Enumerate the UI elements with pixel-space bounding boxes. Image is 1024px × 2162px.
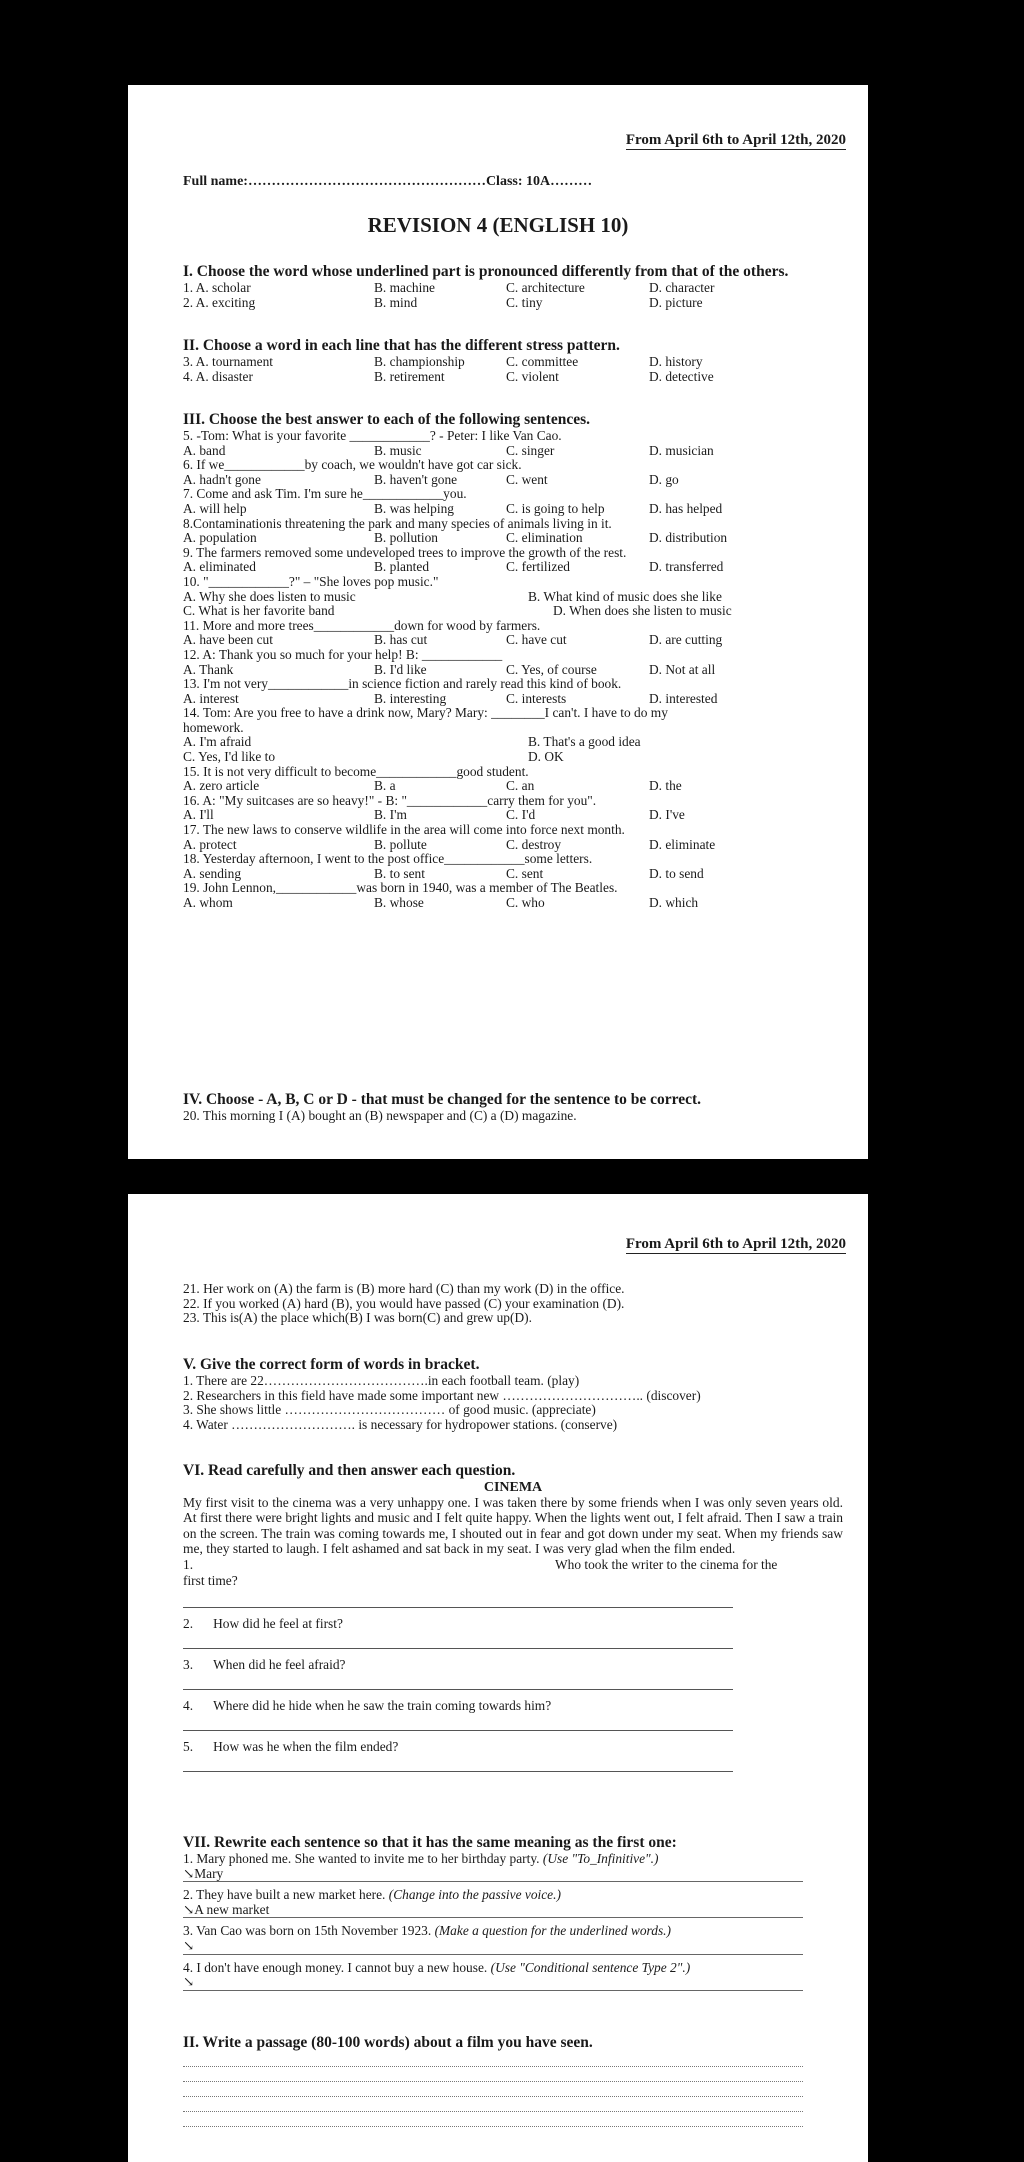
answer-option: C. fertilized <box>506 559 570 575</box>
question-text: 9. The farmers removed some undeveloped trees to improve the growth of the rest. <box>183 544 627 560</box>
question-text: 18. Yesterday afternoon, I went to the post office____________some letters. <box>183 851 593 867</box>
answer-option: C. who <box>506 895 545 910</box>
rewrite-hint: (Change into the passive voice.) <box>388 1887 561 1903</box>
answer-option: A. protect <box>183 836 237 852</box>
word-form-item: 3. She shows little ……………………………… of good music. (appreciate) <box>183 1402 596 1418</box>
rewrite-answer-line[interactable]: ↘Mary <box>183 1867 803 1883</box>
answer-option: B. haven't gone <box>374 471 458 487</box>
rewrite-answer-line[interactable]: ↘ <box>183 1939 803 1955</box>
answer-option: B. music <box>374 442 422 458</box>
answer-options <box>183 779 843 794</box>
answer-option: A. band <box>183 442 226 458</box>
answer-options <box>183 590 843 605</box>
rewrite-hint: (Use "To_Infinitive".) <box>542 1851 659 1866</box>
answer-options <box>183 692 843 707</box>
question-23: 23. This is(A) the place which(B) I was born(C) and grew up(D). <box>183 1310 532 1326</box>
writing-line[interactable] <box>183 2081 803 2082</box>
question-5: 5. How was he when the film ended? <box>183 1738 399 1754</box>
question-text: 10. "____________?" – "She loves pop music." <box>183 573 439 589</box>
word-form-item: 1. There are 22……………………………….in each football team. (play) <box>183 1373 580 1388</box>
answer-line[interactable] <box>183 1689 733 1690</box>
answer-option: C. destroy <box>506 836 562 852</box>
word-form-item: 2. Researchers in this field have made some important new ………………………….. (discover) <box>183 1387 701 1403</box>
question-text: 17. The new laws to conserve wildlife in the area will come into force next month. <box>183 822 625 838</box>
question-text: 6. If we____________by coach, we wouldn't have got car sick. <box>183 457 522 473</box>
section-heading: I. Choose the word whose underlined part is pronounced differently from that of the others. <box>183 263 789 280</box>
section-heading: V. Give the correct form of words in bracket. <box>183 1356 480 1373</box>
section-heading: III. Choose the best answer to each of the following sentences. <box>183 411 590 428</box>
answer-option: A. have been cut <box>183 632 273 648</box>
answer-option: C. elimination <box>506 530 583 546</box>
section-4 <box>183 1091 843 1124</box>
question-row: 4. A. disaster B. retirement C. violent D. detective <box>183 368 714 384</box>
answer-option: D. are cutting <box>649 632 723 648</box>
section-2 <box>183 337 843 384</box>
rewrite-hint: (Use "Conditional sentence Type 2".) <box>490 1959 691 1975</box>
question-3: 3. When did he feel afraid? <box>183 1656 346 1672</box>
answer-option: D. which <box>649 895 699 910</box>
answer-option: C. an <box>506 778 535 794</box>
section-1 <box>183 263 843 310</box>
answer-line[interactable] <box>183 1648 733 1649</box>
answer-options <box>183 896 843 911</box>
question-22: 22. If you worked (A) hard (B), you would have passed (C) your examination (D). <box>183 1295 625 1311</box>
answer-option: A. I'll <box>183 807 214 823</box>
answer-option: A. I'm afraid <box>183 734 252 750</box>
answer-options <box>183 560 843 575</box>
answer-options <box>183 473 843 488</box>
question-text: 12. A: Thank you so much for your help! B: ____________ <box>183 646 503 662</box>
answer-option: D. to send <box>649 865 704 881</box>
question-4: 4. Where did he hide when he saw the train coming towards him? <box>183 1697 552 1713</box>
section-4-continued <box>183 1282 843 1326</box>
rewrite-question: 2. They have built a new market here. (Change into the passive voice.) <box>183 1887 561 1903</box>
answer-option: A. whom <box>183 895 233 910</box>
section-6 <box>183 1462 843 1772</box>
reading-passage: My first visit to the cinema was a very unhappy one. I was taken there by some friends when I was only seven years old. At first there were bright lights and music and I felt quite happy. When the lights went out, I felt afraid. Then I saw a train on the screen. The train was coming towards me, I shouted out in fear and got down under my seat. When my friends saw me, they started to laugh. I felt ashamed and sat back in my seat. I was very glad when the film ended. <box>183 1495 843 1557</box>
answer-option: C. What is her favorite band <box>183 603 335 619</box>
rewrite-list <box>183 1852 843 1991</box>
worksheet-page-2 <box>128 1194 868 2162</box>
answer-option: B. I'm <box>374 807 407 823</box>
answer-option: A. eliminated <box>183 559 256 575</box>
answer-option: A. will help <box>183 500 247 516</box>
section-heading: IV. Choose - A, B, C or D - that must be changed for the sentence to be correct. <box>183 1091 702 1108</box>
question-row: 3. A. tournament B. championship C. committee D. history <box>183 354 703 369</box>
answer-option: B. What kind of music does she like <box>528 588 722 604</box>
answer-option: C. is going to help <box>506 500 605 516</box>
rewrite-answer-line[interactable]: ↘ <box>183 1975 803 1991</box>
question-20: 20. This morning I (A) bought an (B) newspaper and (C) a (D) magazine. <box>183 1108 577 1123</box>
section-heading: VI. Read carefully and then answer each question. <box>183 1462 516 1479</box>
question-text: 7. Come and ask Tim. I'm sure he____________you. <box>183 486 467 502</box>
answer-option: D. Not at all <box>649 661 716 677</box>
answer-option: A. Why she does listen to music <box>183 588 356 604</box>
question-text: 19. John Lennon,____________was born in 1940, was a member of The Beatles. <box>183 880 618 896</box>
answer-option: A. hadn't gone <box>183 471 261 487</box>
answer-options <box>183 735 843 750</box>
section-7 <box>183 1834 843 1997</box>
writing-line[interactable] <box>183 2066 803 2067</box>
question-list <box>183 429 843 911</box>
rewrite-answer-line[interactable]: ↘A new market <box>183 1903 803 1919</box>
rewrite-question: 3. Van Cao was born on 15th November 1923. (Make a question for the underlined words.) <box>183 1923 671 1939</box>
question-text: 5. -Tom: What is your favorite ____________? - Peter: I like Van Cao. <box>183 428 562 443</box>
question-text: 13. I'm not very____________in science fiction and rarely read this kind of book. <box>183 676 622 692</box>
question-text: homework. <box>183 719 244 735</box>
question-text: 14. Tom: Are you free to have a drink now, Mary? Mary: ________I can't. I have to do my <box>183 705 668 721</box>
answer-option: B. pollution <box>374 530 438 546</box>
answer-line[interactable] <box>183 1771 733 1772</box>
answer-option: D. has helped <box>649 500 723 516</box>
answer-option: D. the <box>649 778 682 794</box>
question-text: 11. More and more trees____________down for wood by farmers. <box>183 617 541 633</box>
answer-option: A. population <box>183 530 257 546</box>
answer-option: B. has cut <box>374 632 428 648</box>
answer-options <box>183 444 843 459</box>
answer-option: B. That's a good idea <box>528 734 641 750</box>
answer-options <box>183 838 843 853</box>
answer-option: A. Thank <box>183 661 234 677</box>
answer-option: D. eliminate <box>649 836 716 852</box>
answer-option: C. I'd <box>506 807 536 823</box>
section-heading: II. Choose a word in each line that has the different stress pattern. <box>183 337 620 354</box>
question-text: 15. It is not very difficult to become____________good student. <box>183 763 529 779</box>
answer-options <box>183 531 843 546</box>
question-1-continued: first time? <box>183 1572 238 1588</box>
section-heading: II. Write a passage (80-100 words) about a film you have seen. <box>183 2034 593 2051</box>
rewrite-question: 1. Mary phoned me. She wanted to invite me to her birthday party. (Use "To_Infinitive".) <box>183 1851 659 1866</box>
question-text: 16. A: "My suitcases are so heavy!" - B: "____________carry them for you". <box>183 792 597 808</box>
section-5 <box>183 1356 843 1432</box>
rewrite-question: 4. I don't have enough money. I cannot buy a new house. (Use "Conditional sentence Type 2".) <box>183 1959 691 1975</box>
question-row: 1. A. scholar B. machine C. architecture D. character <box>183 280 715 295</box>
answer-option: D. When does she listen to music <box>553 603 732 619</box>
answer-options <box>183 604 843 619</box>
answer-option: B. planted <box>374 559 430 575</box>
rewrite-hint: (Make a question for the underlined words.) <box>434 1923 671 1939</box>
answer-option: A. sending <box>183 865 242 881</box>
writing-line[interactable] <box>183 2126 803 2127</box>
answer-option: C. Yes, of course <box>506 661 597 677</box>
answer-options <box>183 663 843 678</box>
answer-options <box>183 633 843 648</box>
answer-option: B. was helping <box>374 500 454 516</box>
word-form-item: 4. Water ………………………. is necessary for hydropower stations. (conserve) <box>183 1416 618 1432</box>
passage-title: CINEMA <box>483 1480 543 1495</box>
answer-option: B. whose <box>374 895 424 910</box>
answer-option: B. interesting <box>374 690 447 706</box>
answer-line[interactable] <box>183 1730 733 1731</box>
question-row: 2. A. exciting B. mind C. tiny D. picture <box>183 294 703 310</box>
answer-options <box>183 502 843 517</box>
answer-option: B. a <box>374 778 396 794</box>
answer-option: D. distribution <box>649 530 728 546</box>
answer-option: B. to sent <box>374 865 425 881</box>
page-title: REVISION 4 (ENGLISH 10) <box>367 213 629 237</box>
date-range: From April 6th to April 12th, 2020 <box>625 132 846 148</box>
answer-option: D. I've <box>649 807 685 823</box>
answer-option: C. singer <box>506 442 555 458</box>
answer-line[interactable] <box>183 1607 733 1608</box>
answer-option: C. have cut <box>506 632 567 648</box>
answer-options <box>183 808 843 823</box>
answer-option: D. go <box>649 471 679 487</box>
answer-option: C. interests <box>506 690 567 706</box>
question-2: 2. How did he feel at first? <box>183 1615 343 1631</box>
question-1: 1. Who took the writer to the cinema for the <box>183 1556 778 1572</box>
answer-option: D. musician <box>649 442 714 458</box>
writing-line[interactable] <box>183 2096 803 2097</box>
full-name-field: Full name:……………………………………………Class: 10A……… <box>183 174 593 189</box>
answer-option: C. Yes, I'd like to <box>183 749 276 765</box>
answer-options <box>183 867 843 882</box>
answer-option: B. pollute <box>374 836 427 852</box>
answer-options <box>183 750 843 765</box>
question-21: 21. Her work on (A) the farm is (B) more hard (C) than my work (D) in the office. <box>183 1281 625 1296</box>
answer-option: A. zero article <box>183 778 260 794</box>
answer-option: D. interested <box>649 690 718 706</box>
date-range: From April 6th to April 12th, 2020 <box>625 1236 846 1252</box>
answer-option: D. OK <box>528 749 564 765</box>
section-8 <box>183 2034 843 2127</box>
answer-option: D. transferred <box>649 559 724 575</box>
worksheet-page-1 <box>128 85 868 1159</box>
section-heading: VII. Rewrite each sentence so that it has the same meaning as the first one: <box>183 1834 677 1851</box>
answer-option: B. I'd like <box>374 661 427 677</box>
answer-option: C. sent <box>506 865 544 881</box>
answer-option: A. interest <box>183 690 239 706</box>
answer-option: C. went <box>506 471 548 487</box>
question-text: 8.Contaminationis threatening the park and many species of animals living in it. <box>183 515 612 531</box>
writing-line[interactable] <box>183 2111 803 2112</box>
section-3 <box>183 411 843 911</box>
